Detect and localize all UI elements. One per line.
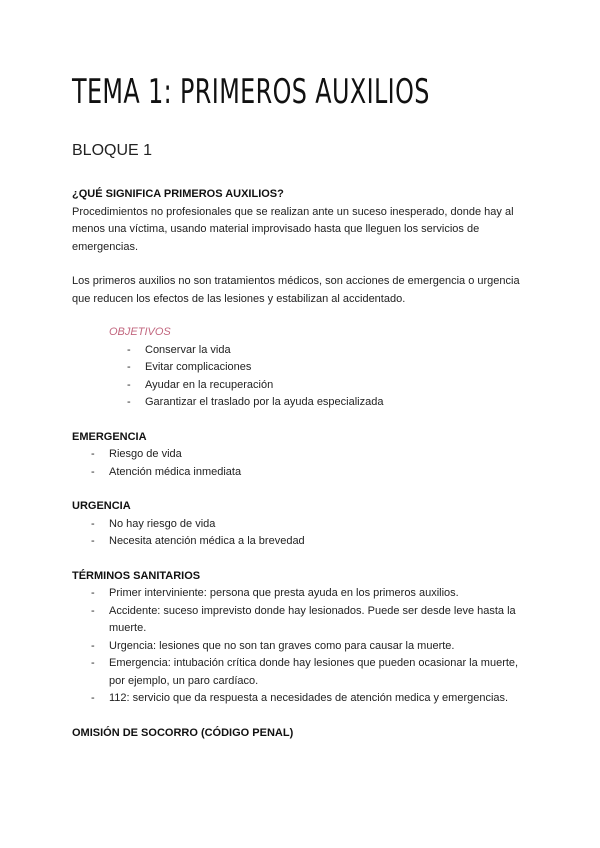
page-title: TEMA 1: PRIMEROS AUXILIOS: [72, 72, 430, 112]
section-heading-terminos: TÉRMINOS SANITARIOS: [72, 569, 201, 582]
list-item: - 112: servicio que da respuesta a necesidades de atención medica y emergencias.: [72, 690, 532, 708]
list-item: - Garantizar el traslado por la ayuda especializada: [72, 394, 532, 412]
urgencia-list: [72, 516, 532, 551]
list-item: - Riesgo de vida: [72, 446, 532, 464]
list-item: - Necesita atención médica a la brevedad: [72, 533, 532, 551]
list-item: - No hay riesgo de vida: [72, 516, 532, 534]
list-item: - Accidente: suceso imprevisto donde hay lesionados. Puede ser desde leve hasta la muerte.: [72, 603, 532, 638]
objetivos-label: OBJETIVOS: [109, 326, 171, 338]
objetivos-list: [72, 342, 532, 412]
clarification-paragraph: Los primeros auxilios no son tratamientos médicos, son acciones de emergencia o urgencia que reducen los efectos de las lesiones y estabilizan al accidentado.: [72, 275, 520, 305]
document-body: [72, 186, 532, 742]
section-heading-omision: OMISIÓN DE SOCORRO (CÓDIGO PENAL): [72, 726, 294, 739]
section-heading-emergencia: EMERGENCIA: [72, 430, 147, 443]
list-item: - Conservar la vida: [72, 342, 532, 360]
list-item: - Atención médica inmediata: [72, 464, 532, 482]
emergencia-list: [72, 446, 532, 481]
definition-paragraph: Procedimientos no profesionales que se realizan ante un suceso inesperado, donde hay al menos una víctima, usando material improvisado hasta que lleguen los servicios de emergencias.: [72, 205, 514, 253]
list-item: - Primer interviniente: persona que presta ayuda en los primeros auxilios.: [72, 585, 532, 603]
list-item: - Ayudar en la recuperación: [72, 377, 532, 395]
list-item: - Urgencia: lesiones que no son tan graves como para causar la muerte.: [72, 638, 532, 656]
terminos-list: [72, 585, 532, 708]
list-item: - Evitar complicaciones: [72, 359, 532, 377]
section-heading-que-significa: ¿QUÉ SIGNIFICA PRIMEROS AUXILIOS?: [72, 188, 284, 200]
list-item: - Emergencia: intubación crítica donde hay lesiones que pueden ocasionar la muerte, por ejemplo, un paro cardíaco.: [72, 655, 532, 690]
section-heading-urgencia: URGENCIA: [72, 500, 131, 512]
block-title: BLOQUE 1: [72, 142, 153, 159]
